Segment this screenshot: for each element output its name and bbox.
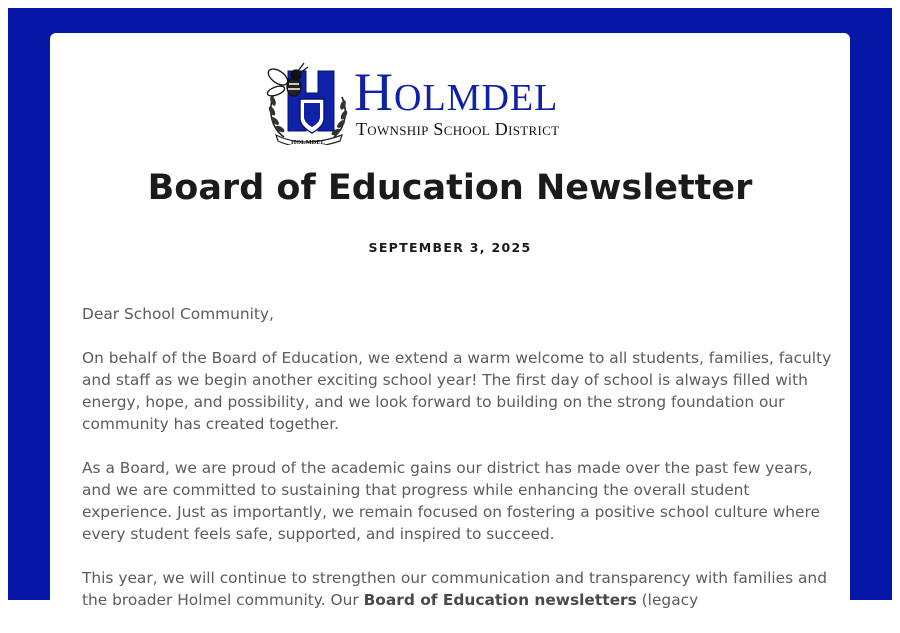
page-frame [8, 8, 892, 609]
newsletters-emphasis: Board of Education newsletters [363, 591, 637, 609]
paragraph-text: This year, we will continue to strengthen our communication and transparency with families and the broader Holmel community. Our [82, 569, 827, 609]
letter-paragraph: As a Board, we are proud of the academic gains our district has made over the past few years, and we are committed to sustaining that progress while enhancing the overall student experience. Just as importantly, we remain focused on fostering a positive school culture where every student feels safe, supported, and inspired to succeed. [82, 459, 820, 543]
letter-paragraph: On behalf of the Board of Education, we extend a warm welcome to all students, families, faculty and staff as we begin another exciting school year! The first day of school is always filled with energy, hope, and possibility, and we look forward to building on the strong foundation our community has created together. [82, 349, 832, 433]
newsletter-card [50, 33, 850, 633]
newsletter-date: SEPTEMBER 3, 2025 [368, 240, 532, 255]
crest-banner-text: HOLMDEL [291, 139, 325, 145]
page-title: Board of Education Newsletter [147, 168, 753, 208]
hornet-crest-icon [256, 57, 352, 145]
paragraph-text: (legacy [636, 591, 699, 609]
letter-paragraph [82, 567, 838, 611]
district-subtitle: Township School District [356, 119, 560, 139]
letter-body [82, 303, 838, 633]
district-name: Holmdel [354, 62, 559, 122]
letter-greeting: Dear School Community, [82, 305, 274, 323]
district-logo [256, 57, 636, 147]
